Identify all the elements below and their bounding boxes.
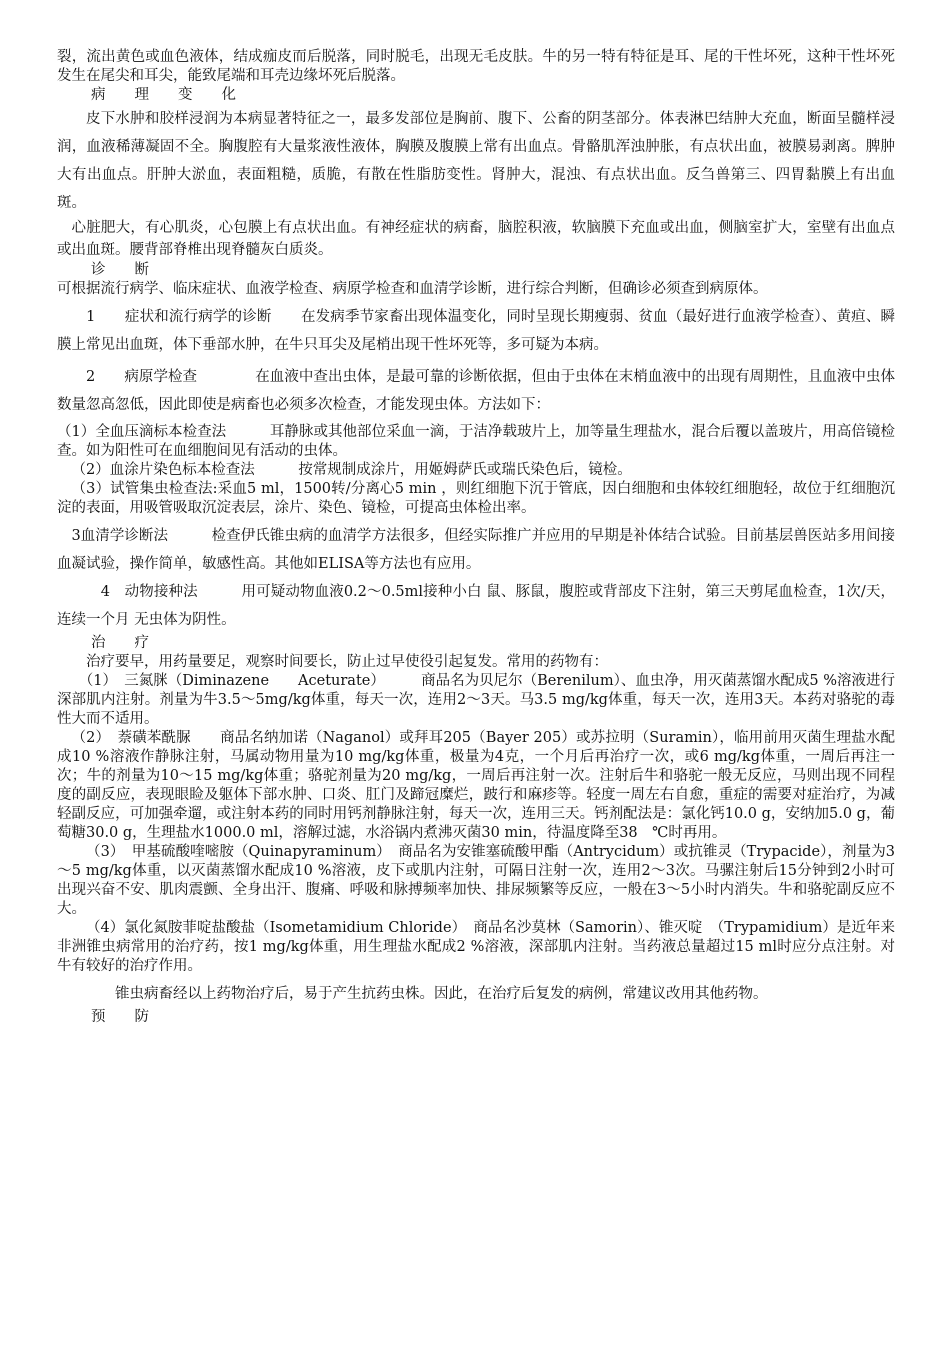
paragraph-animal-inoculation: 4 动物接种法 用可疑动物血液0.2～0.5ml接种小白 鼠、豚鼠，腹腔或背部皮下注射，第三天剪尾血检查，1次/天，连续一个月 无虫体为阴性。: [57, 584, 895, 628]
heading-pathology: 病 理 变 化: [91, 87, 236, 103]
paragraph-resistance: 锥虫病畜经以上药物治疗后，易于产生抗药虫株。因此，在治疗后复发的病例，常建议改用其他药物。: [86, 986, 768, 1002]
paragraph-treatment-intro: 治疗要早，用药量要足，观察时间要长，防止过早使役引起复发。常用的药物有：: [86, 654, 608, 670]
heading-diagnosis: 诊 断: [91, 262, 149, 278]
paragraph-pathology-cont: 心脏肥大，有心肌炎，心包膜上有点状出血。有神经症状的病畜，脑腔积液，软脑膜下充血或出血，侧脑室扩大，室壁有出血点或出血斑。腰背部脊椎出现脊髓灰白质炎。: [57, 220, 895, 258]
paragraph-drug-4: （4）氯化氮胺菲啶盐酸盐（Isometamidium Chloride） 商品名沙莫林（Samorin）、锥灭啶 （Trypamidium）是近年来非洲锥虫病常用的治疗药，按1 mg/kg体重，用生理盐水配成2 %溶液，深部肌内注射。当药液总量超过15 ml时应分点注射。对牛有较好的治疗作用。: [57, 920, 895, 974]
heading-treatment: 治 疗: [91, 635, 149, 651]
paragraph-serology: 3血清学诊断法 检查伊氏锥虫病的血清学方法很多，但经实际推广并应用的早期是补体结合试验。目前基层兽医站多用间接血凝试验，操作简单，敏感性高。其他如ELISA等方法也有应用。: [57, 528, 895, 572]
paragraph-skin-lesions: 裂，流出黄色或血色液体，结成痂皮而后脱落，同时脱毛，出现无毛皮肤。牛的另一特有特征是耳、尾的干性坏死，这种干性坏死发生在尾尖和耳尖，能致尾端和耳壳边缘坏死后脱落。: [57, 49, 895, 84]
document-page: [57, 48, 895, 1027]
paragraph-method-1: （1）全血压滴标本检查法 耳静脉或其他部位采血一滴，于洁净载玻片上，加等量生理盐水，混合后覆以盖玻片，用高倍镜检查。如为阳性可在血细胞间见有活动的虫体。: [57, 424, 895, 459]
paragraph-method-3: （3）试管集虫检查法:采血5 ml，1500转/分离心5 min ，则红细胞下沉于管底，因白细胞和虫体较红细胞轻，故位于红细胞沉淀的表面，用吸管吸取沉淀表层，涂片、染色、镜检，可提高虫体检出率。: [57, 481, 895, 516]
paragraph-diagnosis-intro: 可根据流行病学、临床症状、血液学检查、病原学检查和血清学诊断，进行综合判断，但确诊必须查到病原体。: [57, 281, 768, 297]
paragraph-method-2: （2）血涂片染色标本检查法 按常规制成涂片，用姬姆萨氏或瑞氏染色后，镜检。: [71, 462, 632, 478]
paragraph-symptom-diagnosis: 1 症状和流行病学的诊断 在发病季节家畜出现体温变化，同时呈现长期瘦弱、贫血（最好进行血液学检查）、黄疸、瞬膜上常见出血斑，体下垂部水肿，在牛只耳尖及尾梢出现干性坏死等，多可疑为本病。: [57, 309, 895, 353]
paragraph-drug-2: （2） 萘磺苯酰脲 商品名纳加诺（Naganol）或拜耳205（Bayer 205）或苏拉明（Suramin），临用前用灭菌生理盐水配成10 %溶液作静脉注射，马属动物用量为10 mg/kg体重，极量为4克，一个月后再治疗一次，或6 mg/kg体重，一周后再注一次；牛的剂量为10～15 mg/kg体重；骆驼剂量为20 mg/kg，一周后再注射一次。注射后牛和骆驼一般无反应，马则出现不同程度的副反应，表现眼睑及躯体下部水肿、口炎、肛门及蹄冠糜烂，跛行和麻疹等。轻度一周左右自愈，重症的需要对症治疗，为减轻副反应，可加强牵遛，或注射本药的同时用钙剂静脉注射，每天一次，连用三天。钙剂配法是：氯化钙10.0 g，安纳加5.0 g，葡萄糖30.0 g，生理盐水1000.0 ml，溶解过滤，水浴锅内煮沸灭菌30 min，待温度降至38 ℃时再用。: [57, 730, 895, 841]
paragraph-pathogen-exam: 2 病原学检查 在血液中查出虫体，是最可靠的诊断依据，但由于虫体在末梢血液中的出现有周期性，且血液中虫体数量忽高忽低，因此即使是病畜也必须多次检查，才能发现虫体。方法如下：: [57, 369, 895, 413]
paragraph-drug-3: （3） 甲基硫酸喹嘧胺（Quinapyraminum） 商品名为安锥塞硫酸甲酯（Antrycidum）或抗锥灵（Trypacide），剂量为3～5 mg/kg体重，以灭菌蒸馏水配成10 %溶液，皮下或肌内注射，可隔日注射一次，连用2～3次。马骡注射后15分钟到2小时可出现兴奋不安、肌肉震颤、全身出汗、腹痛、呼吸和脉搏频率加快、排尿频繁等反应，一般在3～5小时内消失。牛和骆驼副反应不大。: [57, 844, 895, 917]
paragraph-drug-1: （1） 三氮脒（Diminazene Aceturate） 商品名为贝尼尔（Berenilum）、血虫净，用灭菌蒸馏水配成5 %溶液进行深部肌内注射。剂量为牛3.5～5mg/kg体重，每天一次，连用2～3天。马3.5 mg/kg体重，每天一次，连用3天。本药对骆驼的毒性大而不适用。: [57, 673, 895, 727]
heading-prevention: 预 防: [91, 1009, 149, 1025]
paragraph-pathology: 皮下水肿和胶样浸润为本病显著特征之一，最多发部位是胸前、腹下、公畜的阴茎部分。体表淋巴结肿大充血，断面呈髓样浸润，血液稀薄凝固不全。胸腹腔有大量浆液性液体，胸膜及腹膜上常有出血点。骨骼肌浑浊肿胀，有点状出血，被膜易剥离。脾肿大有出血点。肝肿大淤血，表面粗糙，质脆，有散在性脂肪变性。肾肿大，混浊、有点状出血。反刍兽第三、四胃黏膜上有出血斑。: [57, 111, 895, 211]
